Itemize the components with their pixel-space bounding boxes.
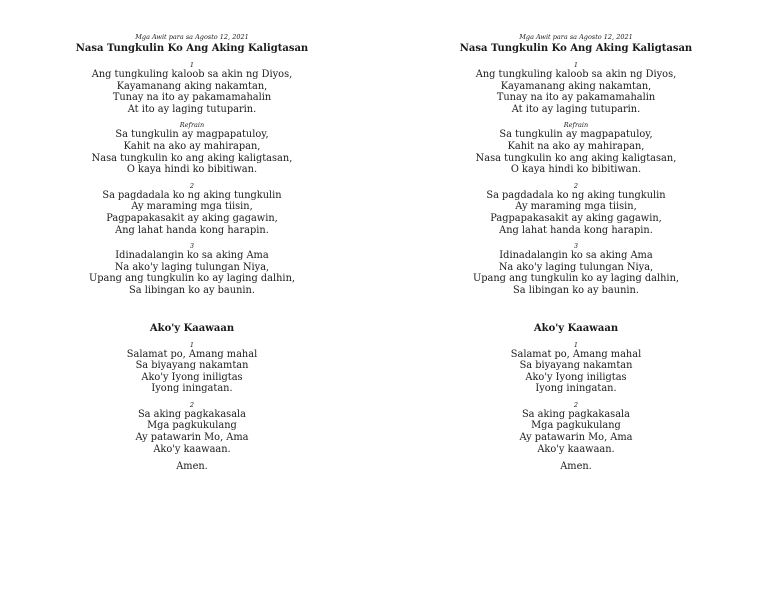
song2-stanza-1 [446, 341, 706, 395]
song2-stanza-2 [62, 401, 322, 455]
lyric-line: Mga pagkukulang [531, 420, 621, 432]
lyric-line: Ang lahat handa kong harapin. [499, 224, 653, 236]
lyric-line: Ang tungkuling kaloob sa akin ng Diyos, [475, 69, 677, 80]
closing-amen: Amen. [176, 461, 208, 473]
lyric-line: Iyong iningatan. [535, 383, 617, 395]
stanza-number: 2 [189, 181, 195, 190]
header-date: Mga Awit para sa Agosto 12, 2021 [135, 33, 249, 41]
song1-refrain [446, 121, 706, 175]
closing-amen: Amen. [560, 461, 592, 473]
lyric-line: Nasa tungkulin ko ang aking kaligtasan, [475, 152, 677, 164]
lyric-line: Ay maraming mga tiisin, [515, 201, 637, 213]
stanza-number: 3 [573, 242, 579, 251]
lyric-line: Idinadalangin ko sa aking Ama [115, 250, 269, 262]
song2-stanza-2 [446, 401, 706, 455]
song1-title: Nasa Tungkulin Ko Ang Aking Kaligtasan [459, 43, 693, 54]
lyric-line: Upang ang tungkulin ko ay laging dalhin, [89, 273, 295, 285]
lyric-line: Nasa tungkulin ko ang aking kaligtasan, [91, 152, 293, 164]
lyric-line: Sa tungkulin ay magpapatuloy, [115, 129, 269, 141]
header-date: Mga Awit para sa Agosto 12, 2021 [519, 33, 633, 41]
lyric-line: Sa aking pagkakasala [521, 408, 631, 420]
lyric-line: Ang lahat handa kong harapin. [115, 224, 269, 236]
lyric-line: Na ako'y laging tulungan Niya, [498, 261, 654, 273]
lyric-line: Ay maraming mga tiisin, [131, 201, 253, 213]
lyric-line: Ako'y kaawaan. [537, 443, 615, 455]
lyric-line: At ito ay laging tutuparin. [127, 103, 257, 115]
lyric-line: Sa pagdadala ko ng aking tungkulin [102, 189, 282, 201]
lyric-line: Tunay na ito ay pakamamahalin [496, 92, 656, 104]
song1-refrain [62, 121, 322, 175]
song1-stanza-3 [446, 242, 706, 296]
lyric-line: O kaya hindi ko bibitiwan. [510, 164, 642, 176]
lyric-line: At ito ay laging tutuparin. [511, 103, 641, 115]
lyric-line: Ako'y Iyong iniligtas [141, 371, 243, 383]
song1-stanza-3 [62, 242, 322, 296]
lyric-line: Iyong iningatan. [151, 383, 233, 395]
song1-stanza-2 [446, 182, 706, 236]
lyric-line: Ay patawarin Mo, Ama [519, 432, 633, 444]
stanza-number: 2 [573, 400, 579, 409]
refrain-label: Refrain [563, 121, 589, 130]
stanza-number: 3 [189, 242, 195, 251]
stanza-number: 1 [189, 61, 195, 69]
stanza-number: 1 [573, 61, 579, 69]
lyric-line: Kahit na ako ay mahirapan, [507, 140, 645, 152]
song1-stanza-1 [62, 61, 322, 115]
lyric-line: Sa tungkulin ay magpapatuloy, [499, 129, 653, 141]
stanza-number: 1 [189, 340, 195, 349]
lyric-line: Sa biyayang nakamtan [135, 360, 249, 372]
lyric-line: Sa libingan ko ay baunin. [129, 284, 255, 296]
lyric-line: Ako'y kaawaan. [153, 443, 231, 455]
lyric-line: Pagpapakasakit ay aking gagawin, [490, 212, 662, 224]
lyric-line: Sa biyayang nakamtan [519, 360, 633, 372]
song2-title: Ako'y Kaawaan [149, 322, 235, 334]
song2-stanza-1 [62, 341, 322, 395]
lyric-line: Salamat po, Amang mahal [126, 348, 258, 360]
lyric-line: O kaya hindi ko bibitiwan. [126, 164, 258, 176]
lyric-line: Kayamanang aking nakamtan, [500, 80, 652, 92]
song1-stanza-1 [446, 61, 706, 115]
lyric-line: Na ako'y laging tulungan Niya, [114, 261, 270, 273]
song-sheet-left [62, 33, 322, 473]
lyric-line: Salamat po, Amang mahal [510, 348, 642, 360]
lyric-line: Sa aking pagkakasala [137, 408, 247, 420]
lyric-line: Mga pagkukulang [147, 420, 237, 432]
refrain-label: Refrain [179, 121, 205, 130]
lyric-line: Upang ang tungkulin ko ay laging dalhin, [473, 273, 679, 285]
lyric-line: Ako'y Iyong iniligtas [525, 371, 627, 383]
lyric-line: Kayamanang aking nakamtan, [116, 80, 268, 92]
lyric-line: Pagpapakasakit ay aking gagawin, [106, 212, 278, 224]
lyric-line: Sa pagdadala ko ng aking tungkulin [486, 189, 666, 201]
lyric-line: Sa libingan ko ay baunin. [513, 284, 639, 296]
lyric-line: Idinadalangin ko sa aking Ama [499, 250, 653, 262]
lyric-line: Ay patawarin Mo, Ama [135, 432, 249, 444]
song1-stanza-2 [62, 182, 322, 236]
song1-title: Nasa Tungkulin Ko Ang Aking Kaligtasan [75, 43, 309, 54]
lyric-line: Ang tungkuling kaloob sa akin ng Diyos, [91, 69, 293, 80]
song-sheet-right [446, 33, 706, 473]
stanza-number: 1 [573, 340, 579, 349]
stanza-number: 2 [573, 181, 579, 190]
song2-title: Ako'y Kaawaan [533, 322, 619, 334]
lyric-line: Kahit na ako ay mahirapan, [123, 140, 261, 152]
lyric-line: Tunay na ito ay pakamamahalin [112, 92, 272, 104]
stanza-number: 2 [189, 400, 195, 409]
